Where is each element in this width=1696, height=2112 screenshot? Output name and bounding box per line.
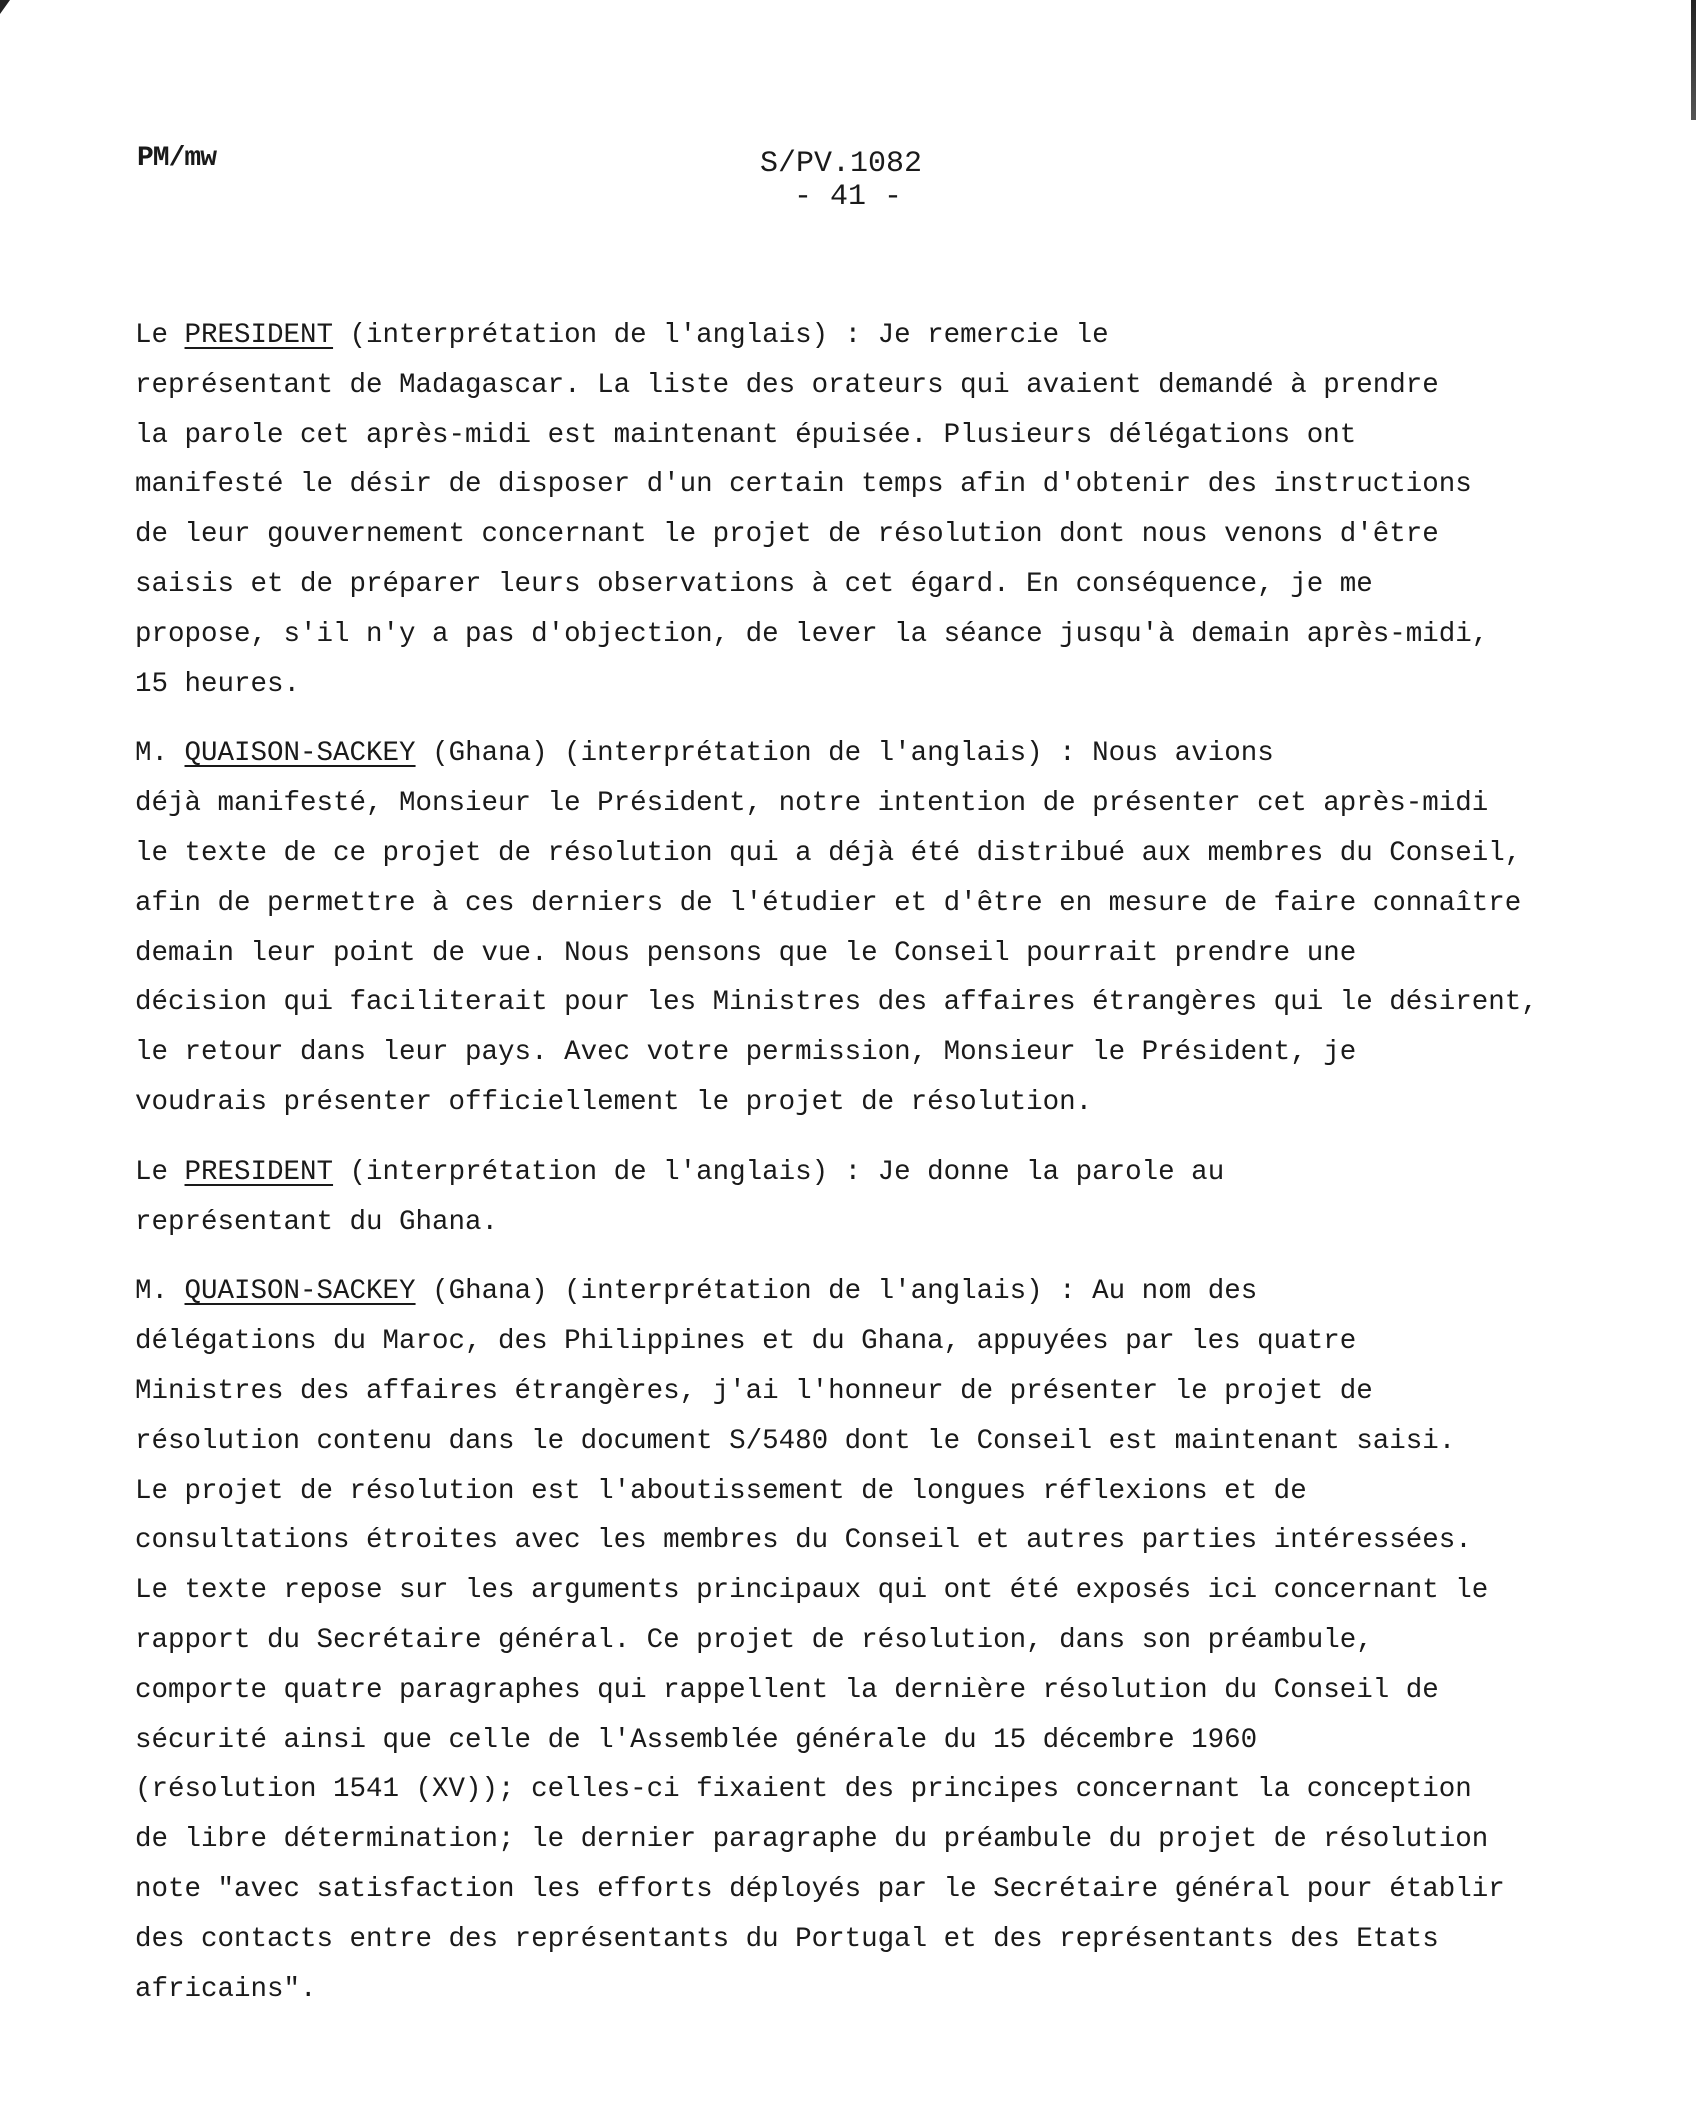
speaker-name: QUAISON-SACKEY	[184, 1276, 416, 1308]
reference-code: PM/mw	[137, 143, 217, 174]
page-number: - 41 -	[794, 180, 903, 214]
speaker-name: QUAISON-SACKEY	[184, 738, 416, 770]
speaker-name: PRESIDENT	[184, 1156, 334, 1188]
paragraph-text: (interprétation de l'anglais) : Je remercie le représentant de Madagascar. La liste des orateurs qui avaient demandé à prendre la parole cet après-midi est maintenant épuisée. Plusieurs délégations ont manifesté le désir de disposer d'un certain temps afin d'obtenir des instructions de leur gouvernement concernant le projet de résolution dont nous venons d'être saisis et de préparer leurs observations à cet égard. En conséquence, je me propose, s'il n'y a pas d'objection, de lever la séance jusqu'à demain après-midi, 15 heures.	[135, 320, 1489, 700]
paragraph-president-1	[135, 311, 1575, 709]
speaker-prefix: M.	[135, 1276, 185, 1308]
speaker-name: PRESIDENT	[184, 320, 334, 351]
paragraph-text: (interprétation de l'anglais) : Je donne la parole au représentant du Ghana.	[135, 1156, 1225, 1238]
speaker-prefix: Le	[135, 320, 185, 351]
paragraph-president-2	[135, 1148, 1575, 1248]
paragraph-text: (Ghana) (interprétation de l'anglais) : Au nom des délégations du Maroc, des Philippines et du Ghana, appuyées par les quatre Ministres des affaires étrangères, j'ai l'honneur de présenter le projet de résolution contenu dans le document S/5480 dont le Conseil est maintenant saisi.	[135, 1276, 1456, 1457]
speaker-prefix: M.	[135, 738, 185, 770]
paragraph-continuation	[135, 1467, 1575, 2015]
paragraph-quaison-sackey-1	[135, 729, 1575, 1127]
paragraph-quaison-sackey-2	[135, 1267, 1575, 1466]
scan-corner-mark	[0, 0, 10, 14]
paragraph-text: Le projet de résolution est l'aboutissement de longues réflexions et de consultations étroites avec les membres du Conseil et autres parties intéressées. Le texte repose sur les arguments principaux qui ont été exposés ici concernant le rapport du Secrétaire général. Ce projet de résolution, dans son préambule, comporte quatre paragraphes qui rappellent la dernière résolution du Conseil de sécurité ainsi que celle de l'Assemblée générale du 15 décembre 1960 (résolution 1541 (XV)); celles-ci fixaient des principes concernant la conception de libre détermination; le dernier paragraphe du préambule du projet de résolution note "avec satisfaction les efforts déployés par le Secrétaire général pour établir des contacts entre des représentants du Portugal et des représentants des Etats africains".	[135, 1475, 1505, 2005]
speaker-prefix: Le	[135, 1156, 185, 1188]
document-body	[135, 311, 1575, 2014]
scan-edge-mark	[1691, 0, 1696, 120]
document-symbol: S/PV.1082	[760, 147, 923, 181]
paragraph-text: (Ghana) (interprétation de l'anglais) : Nous avions déjà manifesté, Monsieur le Président, notre intention de présenter cet après-midi le texte de ce projet de résolution qui a déjà été distribué aux membres du Conseil, afin de permettre à ces derniers de l'étudier et d'être en mesure de faire connaître demain leur point de vue. Nous pensons que le Conseil pourrait prendre une décision qui faciliterait pour les Ministres des affaires étrangères qui le désirent, le retour dans leur pays. Avec votre permission, Monsieur le Président, je voudrais présenter officiellement le projet de résolution.	[135, 738, 1538, 1118]
